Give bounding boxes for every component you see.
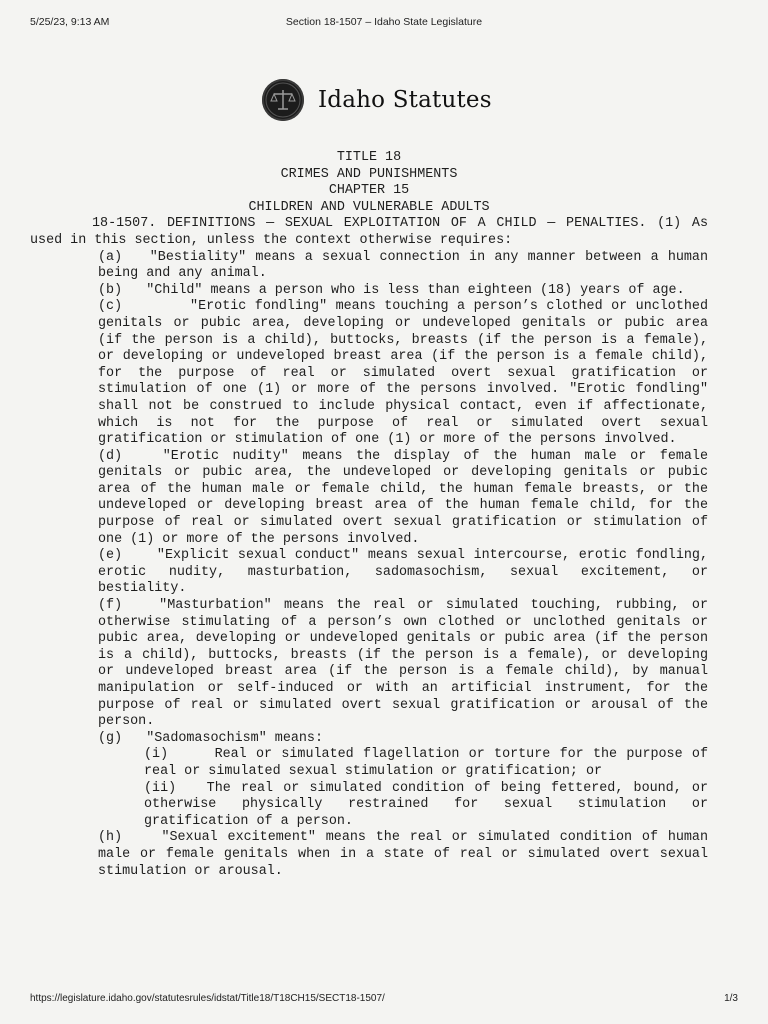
definition-label: (h) [98,830,123,846]
sub-item-label: (ii) [144,780,177,796]
definition-item [30,830,708,880]
scales-of-justice-icon [262,79,304,121]
definition-text: "Sexual excitement" means the real or simulated condition of human male or female genitals when in a state of real or simulated overt sexual stimulation or arousal. [98,830,708,879]
chapter-name: CHILDREN AND VULNERABLE ADULTS [248,199,490,215]
print-datetime: 5/25/23, 9:13 AM [30,16,110,28]
site-brand [262,78,492,122]
definition-item [30,598,708,731]
chapter-number: CHAPTER 15 [328,183,410,199]
page-url: https://legislature.idaho.gov/statutesrules/idstat/Title18/T18CH15/SECT18-1507/ [30,993,385,1004]
definition-item [30,731,708,748]
definition-text: "Erotic fondling" means touching a person’s clothed or unclothed genitals or pubic area, developing or undeveloped genitals or pubic area (if the person is a child), buttocks, breasts (if the person is a female), or developing or undeveloped breast area (if the person is a female child), for the purpose of real or simulated overt sexual gratification or stimulation of one (1) or more of the persons involved. "Erotic fondling" shall not be construed to include physical contact, even if affectionate, which is not for the purpose of real or simulated overt sexual gratification or stimulation of one (1) or more of the persons involved. [98,299,708,448]
sub-item-label: (i) [144,747,169,763]
definition-text: "Erotic nudity" means the display of the human male or female genitals or pubic area, the undeveloped or developing genitals or pubic area of the human male or female child, the human female breasts, or the undeveloped or developing breast area of the human female child, for the purpose of real or simulated overt sexual gratification or stimulation of one (1) or more of the persons involved. [98,448,708,547]
definition-label: (e) [98,548,123,564]
definition-text: "Masturbation" means the real or simulated touching, rubbing, or otherwise stimulating of a person’s own clothed or unclothed genitals or pubic area, developing or undeveloped genitals or pubic area (if the person is a child), buttocks, breasts (if the person is a female), or developing or undeveloped breast area (if the person is a female child), by manual manipulation or self-induced or with an artificial instrument, for the purpose of real or simulated overt sexual gratification or arousal of the person. [98,598,708,730]
sub-item [30,781,708,831]
section-intro: 18-1507. DEFINITIONS — SEXUAL EXPLOITATION OF A CHILD — PENALTIES. (1) As used in this section, unless the context otherwise requires: [30,216,708,248]
definition-item [30,299,708,448]
definition-label: (c) [98,299,123,315]
definition-text: "Sadomasochism" means: [146,730,324,746]
page-number: 1/3 [724,993,738,1004]
sub-item [30,747,708,780]
print-page-title: Section 18-1507 – Idaho State Legislature [285,16,483,28]
definition-item [30,283,708,300]
definition-label: (g) [98,730,123,746]
definition-text: "Explicit sexual conduct" means sexual intercourse, erotic fondling, erotic nudity, masturbation, sadomasochism, sexual excitement, or bestiality. [98,548,708,597]
definition-item [30,548,708,598]
definition-text: "Bestiality" means a sexual connection in any manner between a human being and any animal. [98,249,708,282]
site-title: Idaho Statutes [318,87,492,113]
definition-item [30,250,708,283]
definition-label: (d) [98,448,123,464]
definition-label: (a) [98,249,123,265]
sub-item-text: The real or simulated condition of being fettered, bound, or otherwise physically restrained for sexual stimulation or gratification of a person. [144,780,708,829]
statute-document [30,150,708,880]
definition-label: (b) [98,282,123,298]
definition-item [30,449,708,549]
title-number: TITLE 18 [336,150,402,165]
definition-label: (f) [98,598,123,614]
sub-item-text: Real or simulated flagellation or torture for the purpose of real or simulated sexual stimulation or gratification; or [144,747,708,779]
title-name: CRIMES AND PUNISHMENTS [280,166,458,182]
definition-text: "Child" means a person who is less than eighteen (18) years of age. [146,282,685,298]
